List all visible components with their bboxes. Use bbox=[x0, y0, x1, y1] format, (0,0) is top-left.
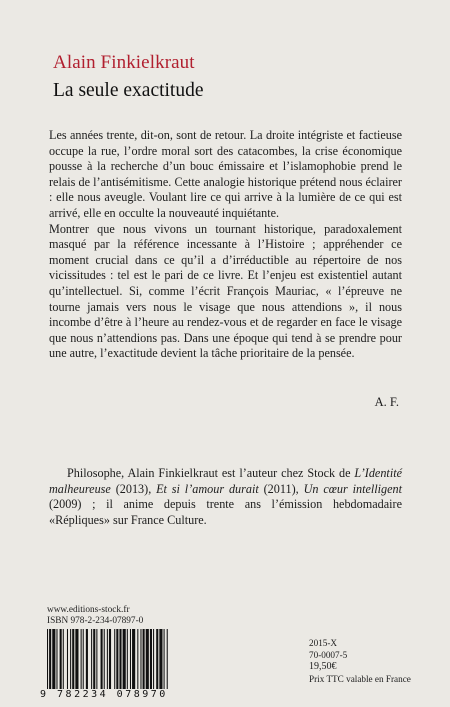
blurb-signature: A. F. bbox=[374, 395, 399, 409]
author-bio bbox=[49, 466, 402, 528]
publisher-website: www.editions-stock.fr bbox=[47, 605, 130, 615]
barcode-bar bbox=[91, 629, 92, 689]
barcode-bar bbox=[116, 629, 118, 689]
bio-year: (2011), bbox=[258, 481, 304, 496]
barcode-bar bbox=[56, 629, 57, 689]
bio-book-title: Un cœur intelligent bbox=[303, 481, 403, 496]
blurb-paragraph: Montrer que nous vivons un tournant historique, paradoxalement masqué par la référence incessante à l’Histoire ; appréhender ce moment crucial dans ce qu’il a d’irréductible au répertoire de nos vicissitudes : tel est le pari de ce livre. Et l’enjeu est existentiel autant qu’intellectuel. Si, comme l’écrit François Mauriac, « l’épreuve ne tourne jamais vers nous le visage que nous attendions », il nous incombe d’être à l’heure au rendez-vous et de regarder en face le visage que nous n’attendions pas. Dans une époque qui tend à se prendre pour une autre, l’exactitude devient la tâche prioritaire de la pensée. bbox=[49, 221, 402, 361]
barcode-bar bbox=[127, 629, 128, 689]
barcode-bar bbox=[101, 629, 103, 689]
bio-intro: Philosophe, Alain Finkielkraut est l’auteur chez Stock de bbox=[67, 466, 355, 480]
barcode-bar bbox=[104, 629, 105, 689]
barcode-bar bbox=[109, 629, 111, 689]
barcode-bar bbox=[86, 629, 88, 689]
barcode-bar bbox=[146, 629, 149, 689]
barcode-bar bbox=[70, 629, 71, 689]
blurb-text bbox=[49, 128, 402, 362]
isbn: ISBN 978-2-234-07897-0 bbox=[47, 616, 144, 626]
barcode-bar bbox=[67, 629, 68, 689]
barcode-bar bbox=[159, 629, 162, 689]
bio-book-title: Et si l’amour durait bbox=[156, 481, 259, 496]
barcode-bar bbox=[130, 629, 131, 689]
barcode-bar bbox=[47, 629, 48, 689]
bio-book-title: L’Identité malheureuse bbox=[49, 466, 402, 496]
bio-year: (2013), bbox=[110, 481, 157, 496]
barcode-bar bbox=[132, 629, 135, 689]
publisher-info bbox=[47, 605, 143, 627]
bio-rest: (2009) ; il anime depuis trente ans l’émission hebdomadaire «Répliques» sur France Culture. bbox=[49, 497, 402, 527]
barcode-bar bbox=[72, 629, 74, 689]
book-title: La seule exactitude bbox=[53, 80, 204, 101]
barcode-bar bbox=[93, 629, 95, 689]
barcode-bar bbox=[123, 629, 126, 689]
barcode-bar bbox=[107, 629, 108, 689]
barcode bbox=[47, 629, 265, 689]
price-note: Prix TTC valable en France bbox=[309, 674, 411, 684]
barcode-bar bbox=[114, 629, 115, 689]
barcode-bar bbox=[153, 629, 154, 689]
barcode-digits: 9 782234 078970 bbox=[40, 689, 168, 700]
price-block bbox=[309, 637, 411, 685]
barcode-bar bbox=[81, 629, 82, 689]
barcode-bar bbox=[137, 629, 138, 689]
barcode-bar bbox=[96, 629, 97, 689]
barcode-bar bbox=[75, 629, 78, 689]
blurb-paragraph: Les années trente, dit-on, sont de retour. La droite intégriste et factieuse occupe la rue, l’ordre moral sort des catacombes, la crise économique pousse à la recherche d’un bouc émissaire et l’islamophobie prend le relais de l’antisémitisme. Cette analogie historique prétend nous éclairer : elle nous aveugle. Voulant lire ce qui arrive à la lumière de ce qui est arrivé, elle en occulte la nouveauté inquiétante. bbox=[49, 128, 402, 220]
author-name: Alain Finkielkraut bbox=[53, 52, 195, 73]
catalog-code: 2015-X bbox=[309, 638, 338, 648]
barcode-bar bbox=[143, 629, 145, 689]
barcode-bar bbox=[164, 629, 165, 689]
barcode-bar bbox=[60, 629, 62, 689]
catalog-number: 70-0007-5 bbox=[309, 650, 348, 660]
barcode-bar bbox=[83, 629, 84, 689]
barcode-bar bbox=[52, 629, 55, 689]
barcode-bar bbox=[63, 629, 64, 689]
barcode-bar bbox=[167, 629, 168, 689]
price: 19,50€ bbox=[309, 661, 337, 672]
barcode-bar bbox=[156, 629, 158, 689]
barcode-bar bbox=[119, 629, 121, 689]
barcode-bar bbox=[49, 629, 51, 689]
barcode-bar bbox=[140, 629, 141, 689]
barcode-bar bbox=[150, 629, 152, 689]
